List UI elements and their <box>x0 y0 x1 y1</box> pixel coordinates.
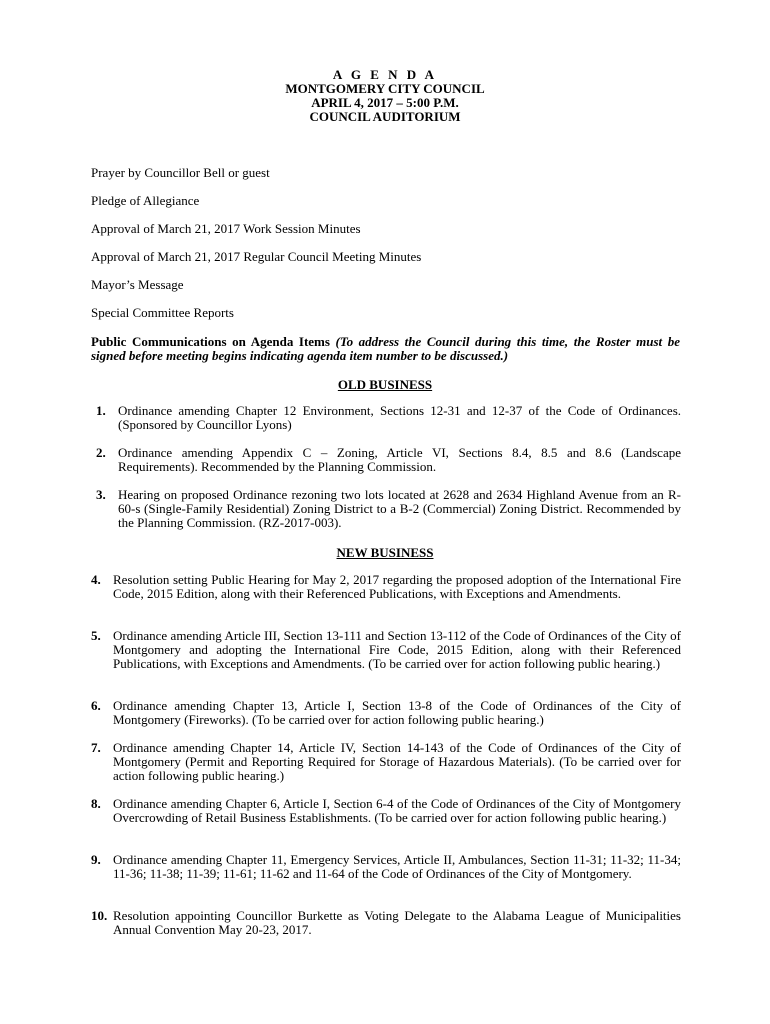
item-text: Ordinance amending Article III, Section 13-111 and Section 13-112 of the Code of Ordinances of the City of Montgomery and adopting the International Fire Code, 2015 Edition, along with their Referenced Publications, with Exceptions and Amendments. (To be carried over for action following public hearing.) <box>113 628 681 671</box>
intro-item-work-session-minutes: Approval of March 21, 2017 Work Session Minutes <box>91 221 361 236</box>
item-number: 10. <box>91 908 108 923</box>
council-name: MONTGOMERY CITY COUNCIL <box>285 81 485 96</box>
intro-item-mayors-message: Mayor’s Message <box>91 277 184 292</box>
item-number: 3. <box>96 487 106 502</box>
new-business-heading: NEW BUSINESS <box>336 545 434 560</box>
item-number: 1. <box>96 403 106 418</box>
item-text: Ordinance amending Appendix C – Zoning, Article VI, Sections 8.4, 8.5 and 8.6 (Landscape Requirements). Recommended by the Planning Commission. <box>118 445 681 474</box>
item-text: Resolution appointing Councillor Burkette as Voting Delegate to the Alabama League of Municipalities Annual Convention May 20-23, 2017. <box>113 908 681 937</box>
agenda-title: A G E N D A <box>332 67 438 82</box>
public-communications <box>91 335 680 363</box>
item-text: Resolution setting Public Hearing for May 2, 2017 regarding the proposed adoption of the International Fire Code, 2015 Edition, along with their Referenced Publications, with Exceptions and Amendments. <box>113 572 681 601</box>
intro-item-prayer: Prayer by Councillor Bell or guest <box>91 165 270 180</box>
meeting-location: COUNCIL AUDITORIUM <box>309 109 461 124</box>
intro-item-regular-meeting-minutes: Approval of March 21, 2017 Regular Council Meeting Minutes <box>91 249 422 264</box>
item-number: 6. <box>91 698 101 713</box>
item-number: 5. <box>91 628 101 643</box>
item-number: 7. <box>91 740 101 755</box>
meeting-datetime: APRIL 4, 2017 – 5:00 P.M. <box>311 95 459 110</box>
item-text: Ordinance amending Chapter 6, Article I, Section 6-4 of the Code of Ordinances of the City of Montgomery Overcrowding of Retail Business Establishments. (To be carried over for action following public hearing.) <box>113 796 681 825</box>
item-number: 2. <box>96 445 106 460</box>
item-text: Ordinance amending Chapter 14, Article IV, Section 14-143 of the Code of Ordinances of the City of Montgomery (Permit and Reporting Required for Storage of Hazardous Materials). (To be carried over for action following public hearing.) <box>113 740 681 783</box>
item-number: 8. <box>91 796 101 811</box>
agenda-header <box>0 68 770 124</box>
public-communications-note: (To address the Council during this time, the Roster must be signed before meeting begins indicating agenda item number to be discussed.) <box>91 334 681 363</box>
public-communications-label: Public Communications on Agenda Items <box>91 334 330 349</box>
item-text: Hearing on proposed Ordinance rezoning two lots located at 2628 and 2634 Highland Avenue from an R-60-s (Single-Family Residential) Zoning District to a B-2 (Commercial) Zoning District. Recommended by the Planning Commission. (RZ-2017-003). <box>118 487 681 530</box>
intro-item-pledge: Pledge of Allegiance <box>91 193 200 208</box>
item-text: Ordinance amending Chapter 12 Environment, Sections 12-31 and 12-37 of the Code of Ordinances. (Sponsored by Councillor Lyons) <box>118 403 681 432</box>
intro-item-committee-reports: Special Committee Reports <box>91 305 234 320</box>
old-business-heading: OLD BUSINESS <box>337 377 433 392</box>
item-text: Ordinance amending Chapter 13, Article I, Section 13-8 of the Code of Ordinances of the City of Montgomery (Fireworks). (To be carried over for action following public hearing.) <box>113 698 681 727</box>
item-number: 4. <box>91 572 101 587</box>
item-number: 9. <box>91 852 101 867</box>
item-text: Ordinance amending Chapter 11, Emergency Services, Article II, Ambulances, Section 11-31; 11-32; 11-34; 11-36; 11-38; 11-39; 11-61; 11-62 and 11-64 of the Code of Ordinances of the City of Montgomery. <box>113 852 681 881</box>
